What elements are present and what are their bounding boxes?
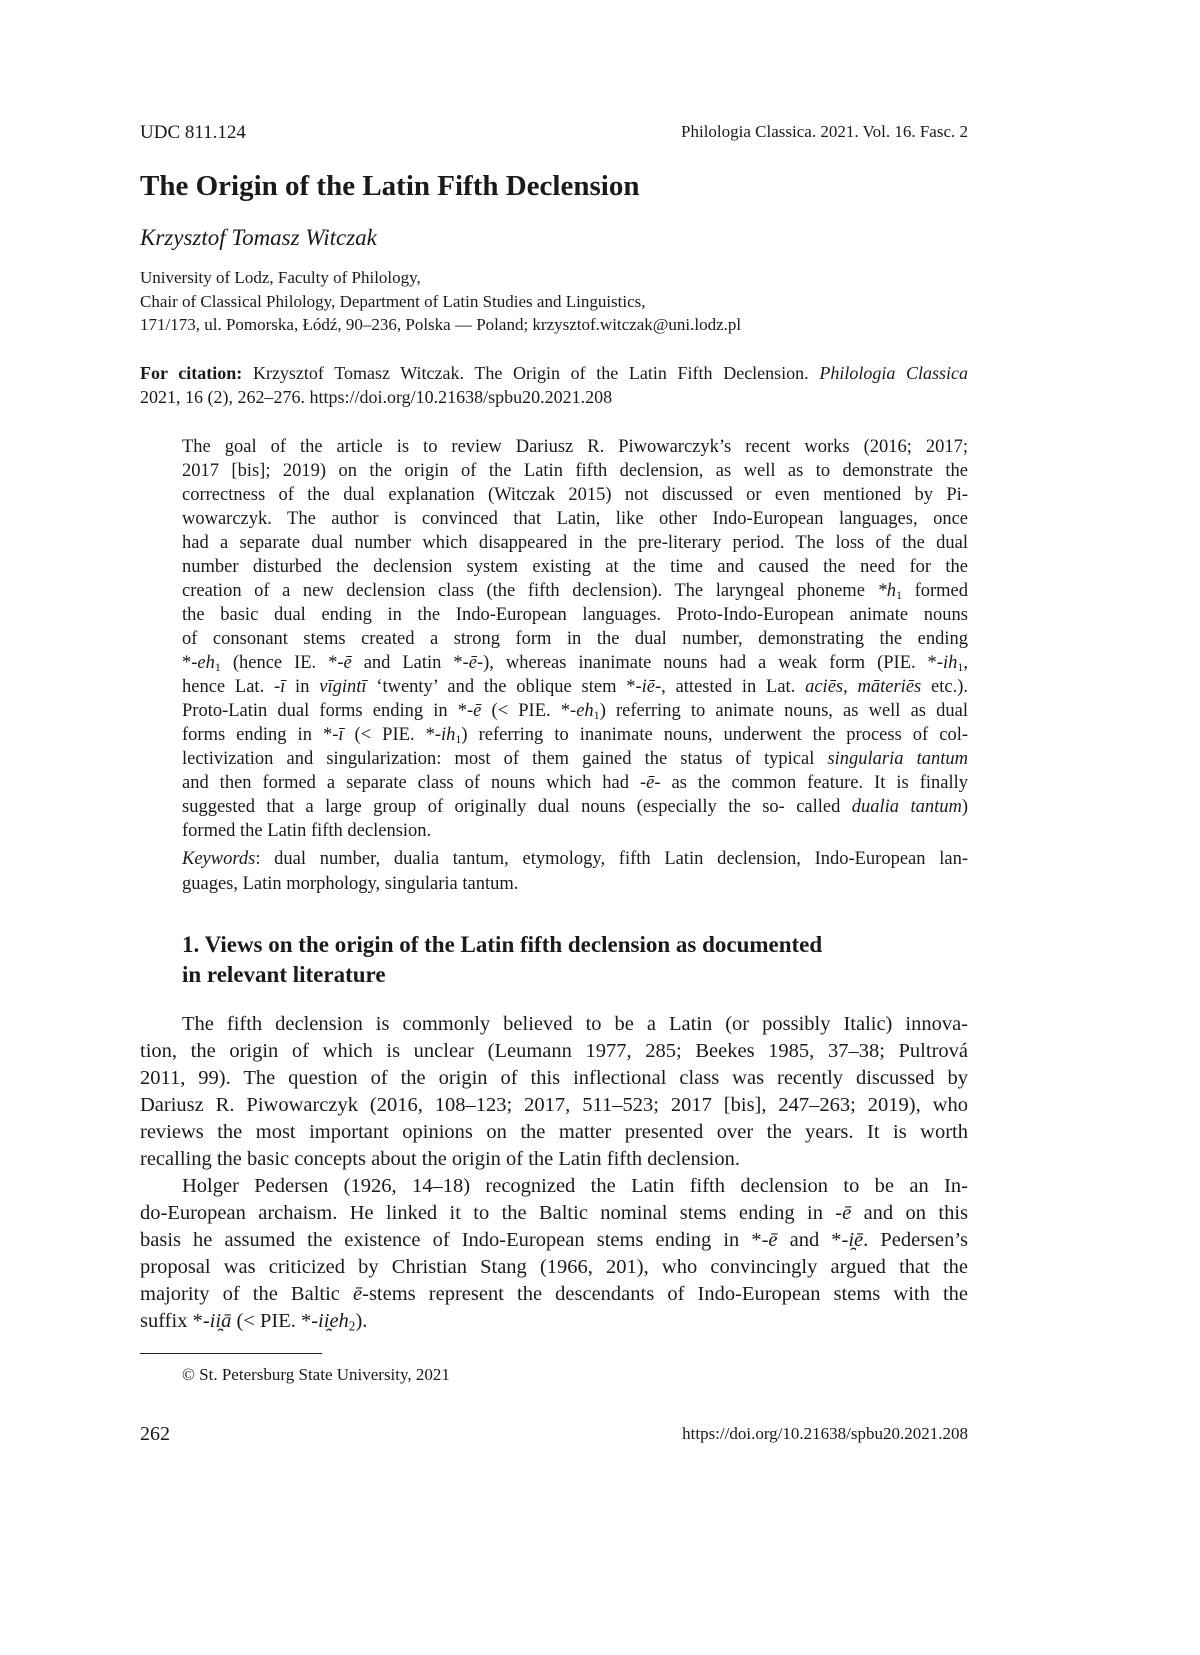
footnote-rule [140,1353,322,1354]
italic-text: ē [343,653,352,673]
bold-text: For citation: [140,363,243,383]
citation-line [140,362,968,386]
text-run: reviews the most important opinions on the matter presented over the years. It is worth [140,1121,968,1143]
text-run: lectivization and singularization: most of them gained the status of typical [182,749,828,769]
body-line [140,1011,968,1038]
italic-text: Philologia Classica [819,363,968,383]
italic-text: *h [877,581,896,601]
text-run: wowarczyk. The author is convinced that Latin, like other Indo-European languages, once [182,509,968,529]
text-run: forms ending in *- [182,725,339,745]
text-run: suffix *- [140,1310,210,1332]
text-run: - as the common feature. It is finally [654,773,968,793]
keywords-line [182,847,968,872]
italic-text: ē [468,653,477,673]
text-run: hence Lat. - [182,677,281,697]
text-run: guages, Latin morphology, singularia tantum. [182,874,519,894]
italic-text: māteriēs [857,677,922,697]
text-run: formed the Latin fifth declension. [182,821,432,841]
text-run: 2021, 16 (2), 262–276. https://doi.org/10.21638/spbu20.2021.208 [140,386,613,407]
italic-text: eh [576,701,594,721]
text-run: and *- [777,1229,849,1251]
abstract-line [182,627,968,651]
text-run: ‘twenty’ and the oblique stem *- [366,677,642,697]
text-run: ) referring to animate nouns, as well as dual [599,701,968,721]
text-run: do-European archaism. He linked it to the Baltic nominal stems ending in - [140,1202,843,1224]
text-run: Dariusz R. Piwowarczyk (2016, 108–123; 2017, 511–523; 2017 [bis], 247–263; 2019), who [140,1094,968,1116]
page-number: 262 [140,1423,170,1445]
journal-header: Philologia Classica. 2021. Vol. 16. Fasc. 2 [681,122,968,141]
body-line [140,1227,968,1254]
text-run: . Pedersen’s [863,1229,969,1251]
body-line [140,1173,968,1200]
abstract-line [182,435,968,459]
body-line [140,1254,968,1281]
section-heading-line: 1. Views on the origin of the Latin fifth declension as documented [182,932,823,957]
italic-text: ē [842,1202,852,1224]
text-run: Holger Pedersen (1926, 14–18) recognized the Latin fifth declension to be an In- [182,1175,968,1197]
affiliation-line: Chair of Classical Philology, Department of Latin Studies and Linguistics, [140,291,646,311]
abstract-line [182,507,968,531]
article-title: The Origin of the Latin Fifth Declension [140,170,640,202]
body-line [140,1038,968,1065]
text-run: 2017 [bis]; 2019) on the origin of the Latin fifth declension, as well as to demonstrate the [182,461,968,481]
text-run: -, attested in Lat. [655,677,806,697]
italic-text: ī [280,677,286,697]
italic-text: eh [197,653,215,673]
text-run: creation of a new declension class (the fifth declension). The laryngeal phoneme [182,581,878,601]
text-run: majority of the Baltic [140,1283,354,1305]
text-run: (< PIE. *- [481,701,577,721]
text-run: of consonant stems created a strong form in the dual number, demonstrating the ending [182,629,968,649]
italic-text: ī [338,725,344,745]
text-run: ). [355,1310,368,1332]
text-run: (< PIE. *- [231,1310,319,1332]
affiliation [140,266,741,337]
abstract-line [182,483,968,507]
section-heading [182,930,968,990]
abstract-line [182,747,968,771]
italic-text: i̯ē [848,1229,864,1251]
text-run: and then formed a separate class of nouns which had - [182,773,647,793]
subscript: 1 [957,660,964,674]
body-line [140,1146,968,1173]
text-run: , [963,653,968,673]
abstract-line [182,819,968,843]
text-run: proposal was criticized by Christian Stang (1966, 201), who convincingly argued that the [140,1256,968,1278]
abstract-line [182,699,968,723]
text-run: and on this [851,1202,969,1224]
italic-text: ii̯eh [318,1310,349,1332]
text-run: the basic dual ending in the Indo-European languages. Proto-Indo-European animate nouns [182,605,968,625]
text-run: basis he assumed the existence of Indo-European stems ending in *- [140,1229,769,1251]
author-name: Krzysztof Tomasz Witczak [140,225,377,250]
text-run: tion, the origin of which is unclear (Leumann 1977, 285; Beekes 1985, 37–38; Pultrová [140,1040,968,1062]
abstract-line [182,603,968,627]
citation [140,362,968,409]
text-run: : dual number, dualia tantum, etymology, fifth Latin declension, Indo-European lan- [255,849,968,869]
italic-text: vīgintī [319,677,367,697]
text-run: had a separate dual number which disappeared in the pre-literary period. The loss of the dual [182,533,968,553]
abstract-line [182,459,968,483]
text-run: -stems represent the descendants of Indo-European stems with the [362,1283,969,1305]
body-line [140,1092,968,1119]
text-run: correctness of the dual explanation (Witczak 2015) not discussed or even mentioned by Pi- [182,485,968,505]
subscript: 2 [348,1318,356,1334]
text-run: and Latin *- [351,653,469,673]
footnote: © St. Petersburg State University, 2021 [182,1365,450,1384]
italic-text: ih [441,725,456,745]
text-run: The fifth declension is commonly believed to be a Latin (or possibly Italic) innova- [182,1013,968,1035]
italic-text: aciēs [805,677,844,697]
abstract [182,435,968,843]
abstract-line [182,675,968,699]
italic-text: ih [942,653,958,673]
body-line [140,1308,968,1335]
text-run: 2011, 99). The question of the origin of this inflectional class was recently discussed by [140,1067,968,1089]
text-run: , [843,677,858,697]
abstract-line [182,651,968,675]
italic-text: dualia tantum [851,797,962,817]
text-run: ) referring to inanimate nouns, underwent the process of col- [461,725,968,745]
citation-line [140,386,968,410]
italic-text: Keywords [182,849,256,869]
text-run: formed [902,581,968,601]
text-run: *- [182,653,198,673]
italic-text: ē [353,1283,363,1305]
abstract-line [182,531,968,555]
doi-link[interactable]: https://doi.org/10.21638/spbu20.2021.208 [682,1424,968,1443]
abstract-line [182,771,968,795]
body-line [140,1065,968,1092]
affiliation-line: 171/173, ul. Pomorska, Łódź, 90–236, Polska — Poland; krzysztof.witczak@uni.lodz.pl [140,315,742,334]
body-line [140,1200,968,1227]
keywords [182,847,968,897]
text-run: (< PIE. *- [343,725,441,745]
italic-text: ē [646,773,655,793]
abstract-line [182,579,968,603]
affiliation-line: University of Lodz, Faculty of Philology, [140,268,421,287]
text-run: -), whereas inanimate nouns had a weak form (PIE. *- [476,653,943,673]
body-line [140,1281,968,1308]
italic-text: ē [768,1229,778,1251]
abstract-line [182,795,968,819]
subscript: 1 [593,708,600,722]
text-run: in [285,677,320,697]
text-run: (hence IE. *- [220,653,344,673]
subscript: 1 [214,660,221,674]
text-run: recalling the basic concepts about the origin of the Latin fifth declension. [140,1148,740,1170]
udc-code: UDC 811.124 [140,122,246,143]
text-run: Proto-Latin dual forms ending in *- [182,701,474,721]
abstract-line [182,723,968,747]
text-run: The goal of the article is to review Dariusz R. Piwowarczyk’s recent works (2016; 2017; [182,437,968,457]
text-run: ) [961,797,969,817]
italic-text: singularia tantum [827,749,968,769]
body-text [140,1011,968,1335]
subscript: 1 [455,732,462,746]
main-text-flow [140,362,968,1386]
italic-text: iē [641,677,656,697]
text-run: Krzysztof Tomasz Witczak. The Origin of the Latin Fifth Declension. [242,363,820,383]
subscript: 1 [895,588,902,602]
keywords-line [182,872,968,897]
section-heading-line: in relevant literature [182,962,386,987]
abstract-line [182,555,968,579]
text-run: number disturbed the declension system existing at the time and caused the need for the [182,557,968,577]
italic-text: ē [473,701,482,721]
text-run: etc.). [921,677,968,697]
text-run: suggested that a large group of originally dual nouns (especially the so- called [182,797,852,817]
body-line [140,1119,968,1146]
italic-text: ii̯ā [209,1310,232,1332]
